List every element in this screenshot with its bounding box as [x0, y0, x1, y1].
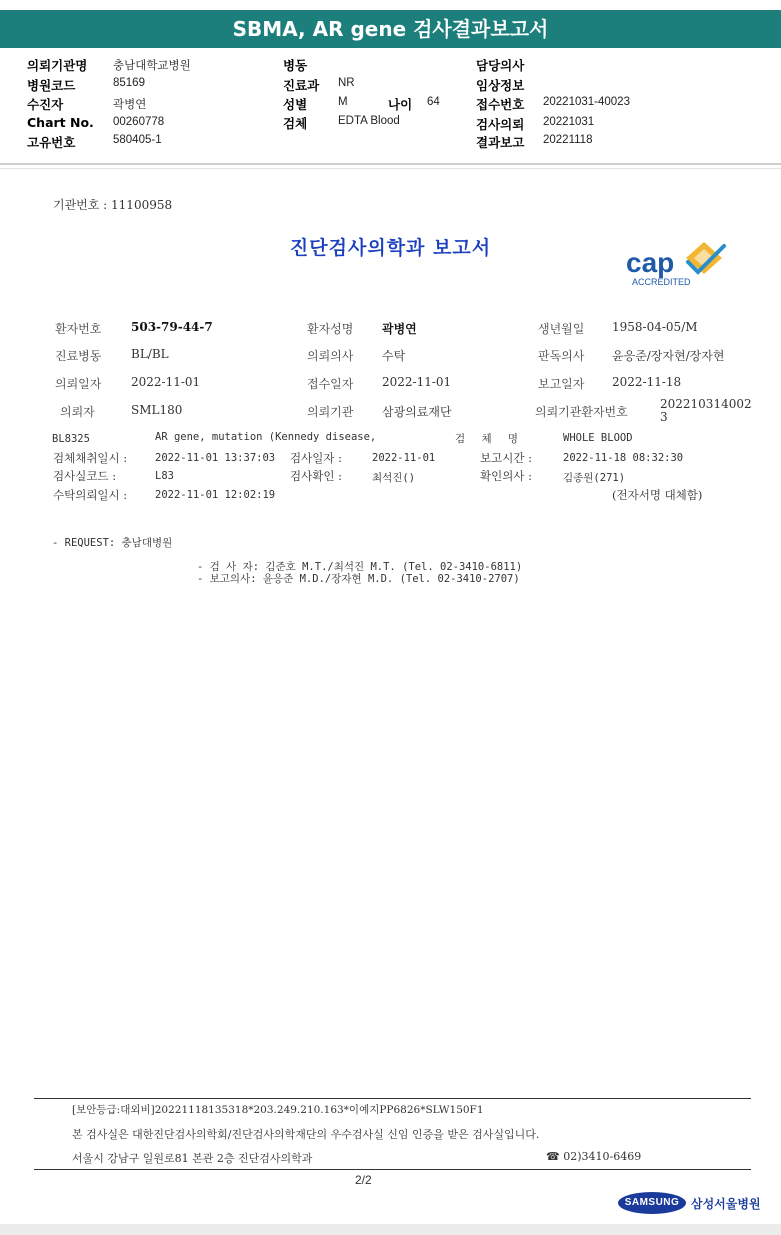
- header-label: 결과보고: [476, 135, 525, 150]
- header-label: 수진자: [27, 97, 64, 112]
- header-label: 진료과: [283, 78, 320, 93]
- lab-report-title: 진단검사의학과 보고서: [289, 237, 492, 259]
- header-value: 580405-1: [113, 134, 162, 146]
- security-line: [보안등급:대외비]20221118135318*203.249.210.163*이예지PP6826*SLW150F1: [72, 1104, 484, 1116]
- header-label: 병동: [283, 58, 308, 73]
- header-value: EDTA Blood: [338, 115, 400, 127]
- ward: BL/BL: [131, 347, 169, 361]
- certification-line: 본 검사실은 대한진단검사의학회/진단검사의학재단의 우수검사실 신임 인증을 받은 검사실입니다.: [72, 1128, 540, 1141]
- field-label: 의뢰자: [60, 405, 95, 419]
- request-line: - REQUEST: 충남대병원: [52, 537, 173, 549]
- header-label: 검사의뢰: [476, 117, 525, 132]
- header-label: 의뢰기관명: [27, 58, 88, 73]
- receipt-date: 2022-11-01: [382, 375, 452, 389]
- staff-line: - 보고의사: 윤응준 M.D./장자현 M.D. (Tel. 02-3410-2707): [197, 573, 520, 585]
- age-label: 나이: [388, 97, 413, 112]
- header-value: 충남대학교병원: [113, 60, 191, 72]
- test-label: 검사확인 :: [290, 469, 342, 483]
- report-title: SBMA, AR gene 검사결과보고서: [232, 17, 549, 41]
- header-label: 검체: [283, 116, 308, 131]
- field-label: 의뢰기관환자번호: [535, 405, 628, 419]
- test-name: AR gene, mutation (Kennedy disease,: [155, 431, 377, 443]
- header-info: [0, 50, 781, 165]
- lab-code: L83: [155, 470, 174, 482]
- patient-name: 곽병연: [382, 322, 417, 336]
- reading-doctors: 윤응준/장자현/장자현: [612, 349, 725, 363]
- cap-accredited-text: ACCREDITED: [632, 277, 691, 287]
- footer-divider: [34, 1098, 751, 1099]
- footer-divider: [34, 1169, 751, 1170]
- header-label: 성별: [283, 97, 308, 112]
- report-time: 2022-11-18 08:32:30: [563, 452, 684, 464]
- confirming-doctor: 김종원(271): [563, 472, 626, 484]
- header-label: 고유번호: [27, 135, 76, 150]
- header-value: NR: [338, 77, 355, 89]
- header-value: 20221031: [543, 116, 595, 128]
- phone-line: [546, 1150, 641, 1163]
- header-value: 20221118: [543, 134, 593, 146]
- field-label: 판독의사: [538, 349, 585, 363]
- staff-line: - 검 사 자: 김준호 M.T./최석진 M.T. (Tel. 02-3410-6811): [197, 561, 523, 573]
- test-label: 수탁의뢰일시 :: [53, 488, 128, 502]
- test-label: 확인의사 :: [480, 469, 532, 483]
- report-title-bar: [0, 10, 781, 48]
- e-signature-note: (전자서명 대체함): [612, 488, 703, 502]
- field-label: 의뢰일자: [55, 377, 102, 391]
- field-label: 보고일자: [538, 377, 585, 391]
- field-label: 접수일자: [307, 377, 354, 391]
- address-line: 서울시 강남구 일원로81 본관 2층 진단검사의학과: [72, 1152, 313, 1165]
- cap-logo-text: cap: [626, 247, 675, 278]
- header-value: 20221031-40023: [543, 96, 630, 108]
- requesting-institution: 삼광의료재단: [382, 405, 452, 419]
- institution-patient-number: 202210314002: [660, 397, 752, 411]
- field-label: 의뢰의사: [307, 349, 354, 363]
- field-label: 환자성명: [307, 322, 354, 336]
- header-label: 임상정보: [476, 78, 525, 93]
- birth-date: 1958-04-05/M: [612, 320, 698, 334]
- field-label: 환자번호: [55, 322, 102, 336]
- field-label: 진료병동: [55, 349, 102, 363]
- requester: SML180: [131, 403, 183, 417]
- test-confirmer: 최석진(): [372, 472, 416, 484]
- collection-datetime: 2022-11-01 13:37:03: [155, 452, 276, 464]
- header-value: 00260778: [113, 116, 165, 128]
- test-label: 보고시간 :: [480, 451, 532, 465]
- test-code: BL8325: [52, 433, 90, 445]
- consignment-datetime: 2022-11-01 12:02:19: [155, 489, 276, 501]
- institution-patient-number-cont: 3: [660, 410, 668, 424]
- test-label: 검체채취일시 :: [53, 451, 128, 465]
- field-label: 의뢰기관: [307, 405, 354, 419]
- specimen-label: 검 체 명: [455, 433, 524, 445]
- phone-icon: ☎: [546, 1150, 560, 1163]
- header-divider: [0, 163, 781, 165]
- phone-number: 02)3410-6469: [563, 1150, 642, 1163]
- field-label: 생년월일: [538, 322, 585, 336]
- header-label: 접수번호: [476, 97, 525, 112]
- request-date: 2022-11-01: [131, 375, 201, 389]
- header-divider: [0, 168, 781, 169]
- header-value: 85169: [113, 77, 145, 89]
- report-date: 2022-11-18: [612, 375, 682, 389]
- page-number: 2/2: [355, 1173, 372, 1187]
- header-label: 담당의사: [476, 58, 525, 73]
- test-label: 검사일자 :: [290, 451, 342, 465]
- bottom-strip: [0, 1224, 781, 1235]
- cap-accredited-logo: [624, 240, 734, 288]
- header-value: 곽병연: [113, 99, 147, 111]
- cap-check-icon: [624, 240, 734, 288]
- header-label: 병원코드: [27, 78, 76, 93]
- age-value: 64: [427, 96, 440, 108]
- header-value: M: [338, 96, 348, 108]
- test-label: 검사실코드 :: [53, 469, 117, 483]
- hospital-name: 삼성서울병원: [691, 1197, 761, 1211]
- institution-number: 기관번호 : 11100958: [53, 198, 173, 212]
- ordering-doctor: 수탁: [382, 349, 406, 363]
- header-label: Chart No.: [27, 115, 94, 130]
- test-date: 2022-11-01: [372, 452, 436, 464]
- specimen-value: WHOLE BLOOD: [563, 432, 633, 444]
- patient-number: 503-79-44-7: [131, 320, 213, 334]
- samsung-logo: SAMSUNG: [618, 1192, 686, 1214]
